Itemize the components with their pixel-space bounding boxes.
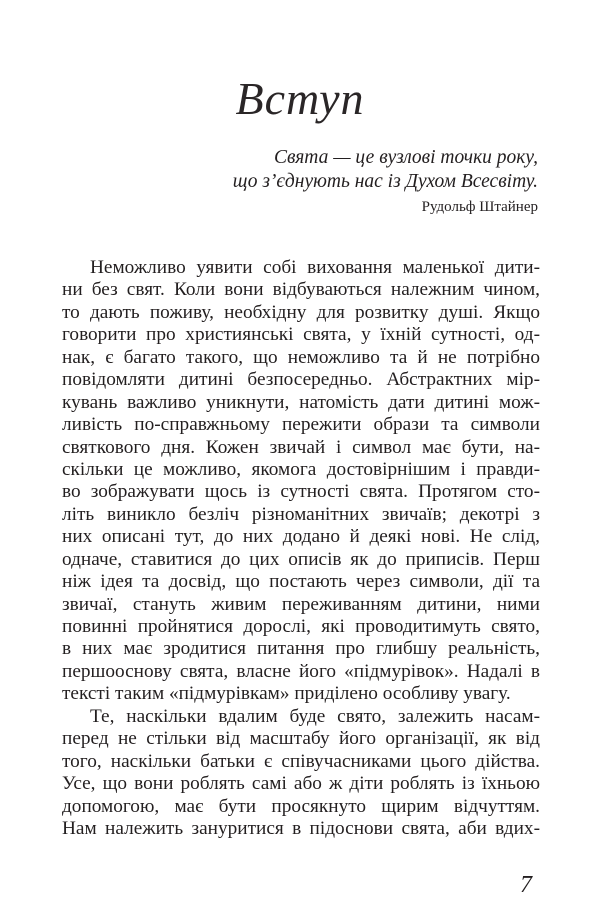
text-line: Неможливо уявити собі виховання маленької дити- <box>90 257 540 278</box>
text-line: в них має зродитися питання про глибшу реальність, <box>62 638 540 660</box>
page-number: 7 <box>520 872 532 898</box>
text-line: говорити про християнські свята, у їхній сутності, од- <box>62 324 540 346</box>
text-line: них описані тут, до них додано й деякі нові. Не слід, <box>62 526 540 548</box>
text-line: першооснову свята, власне його «підмурівок». Надалі в <box>62 660 540 682</box>
epigraph-line: Свята — це вузлові точки року, <box>274 147 538 168</box>
text-line: во зображувати щось із сутності свята. Протягом сто- <box>62 481 540 503</box>
text-line: Усе, що вони роблять самі або ж діти роблять із їхньою <box>62 773 540 795</box>
text-line: одначе, ставитися до цих описів як до приписів. Перш <box>62 548 540 570</box>
text-line: ни без свят. Коли вони відбуваються належним чином, <box>62 279 540 301</box>
body-text <box>62 257 540 840</box>
epigraph-line: що з’єднують нас із Духом Всесвіту. <box>232 171 538 192</box>
text-line: кувань важливо уникнути, натомість дати дитині мож- <box>62 391 540 413</box>
epigraph-author: Рудольф Штайнер <box>421 199 538 215</box>
text-line: нак, є багато такого, що неможливо та й не потрібно <box>62 346 540 368</box>
epigraph <box>233 146 538 218</box>
text-line: допомогою, має бути просякнуто щирим відчуттям. <box>62 795 540 817</box>
text-line: то дають поживу, необхідну для розвитку душі. Якщо <box>62 301 540 323</box>
text-line: святкового дня. Кожен звичай і символ має бути, на- <box>62 436 540 458</box>
text-line: літь виникло безліч різноманітних звичаїв; декотрі з <box>62 503 540 525</box>
text-line: повідомляти дитині безпосередньо. Абстрактних мір- <box>62 369 540 391</box>
text-line: Те, наскільки вдалим буде свято, залежить насам- <box>90 705 540 727</box>
text-line: ніж ідея та досвід, що постають через символи, дії та <box>62 571 540 593</box>
text-line: Нам належить зануритися в підоснови свята, аби вдих- <box>62 817 540 839</box>
text-line: перед не стільки від масштабу його організації, як від <box>62 728 540 750</box>
chapter-title: Вступ <box>235 73 365 124</box>
text-line: тексті таким «підмурівкам» приділено особливу увагу. <box>62 683 511 705</box>
text-line: повинні пройнятися дорослі, які проводитимуть свято, <box>62 616 540 637</box>
text-line: скільки це можливо, якомога достовірнішим і правди- <box>62 458 540 480</box>
text-line: ливість по-справжньому пережити образи та символи <box>62 414 540 436</box>
text-line: звичаї, стануть живим переживанням дитини, ними <box>62 593 540 615</box>
text-line: того, наскільки батьки є співучасниками цього дійства. <box>62 750 540 772</box>
